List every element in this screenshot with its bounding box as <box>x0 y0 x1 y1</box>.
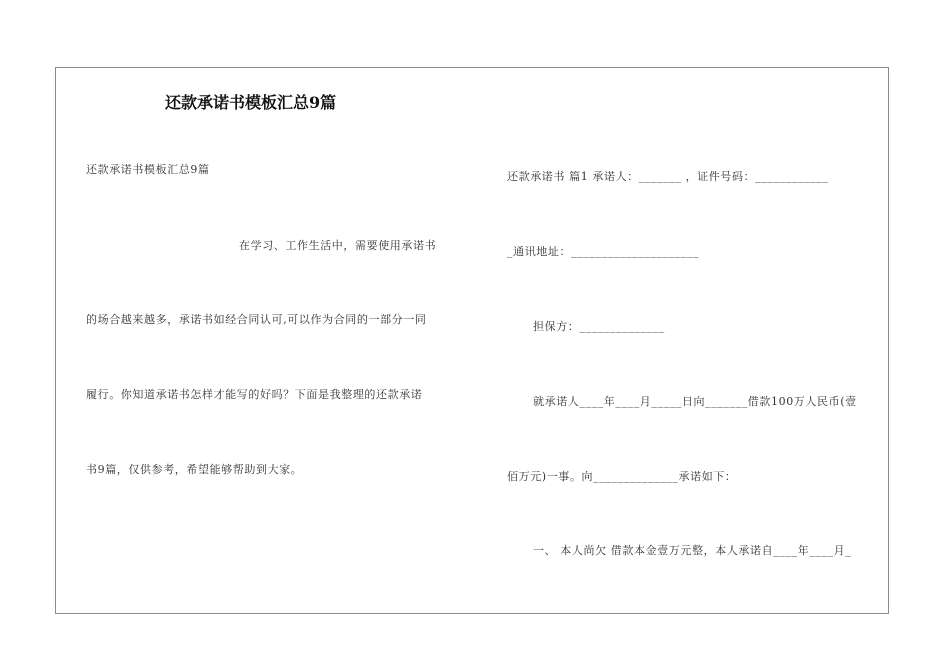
right-line-4: 就承诺人____年____月_____日向_______借款100万人民币(壹 <box>533 395 857 408</box>
document-frame <box>55 67 889 614</box>
right-line-2: _通讯地址：_____________________ <box>507 245 700 258</box>
left-paragraph-line-4: 书9篇，仅供参考，希望能够帮助到大家。 <box>86 463 303 476</box>
left-paragraph-line-3: 履行。你知道承诺书怎样才能写的好吗？下面是我整理的还款承诺 <box>86 388 423 401</box>
left-subtitle: 还款承诺书模板汇总9篇 <box>86 163 210 176</box>
document-title: 还款承诺书模板汇总9篇 <box>165 93 337 112</box>
right-line-6: 一、 本人尚欠 借款本金壹万元整，本人承诺自____年____月_ <box>533 544 852 557</box>
right-line-3: 担保方：______________ <box>533 320 665 333</box>
right-line-1: 还款承诺书 篇1 承诺人：_______ ，证件号码：____________ <box>507 170 829 183</box>
left-paragraph-line-1: 在学习、工作生活中，需要使用承诺书 <box>239 239 437 252</box>
right-line-5: 佰万元)一事。向______________承诺如下： <box>507 470 737 483</box>
left-paragraph-line-2: 的场合越来越多，承诺书如经合同认可,可以作为合同的一部分一同 <box>86 313 427 326</box>
